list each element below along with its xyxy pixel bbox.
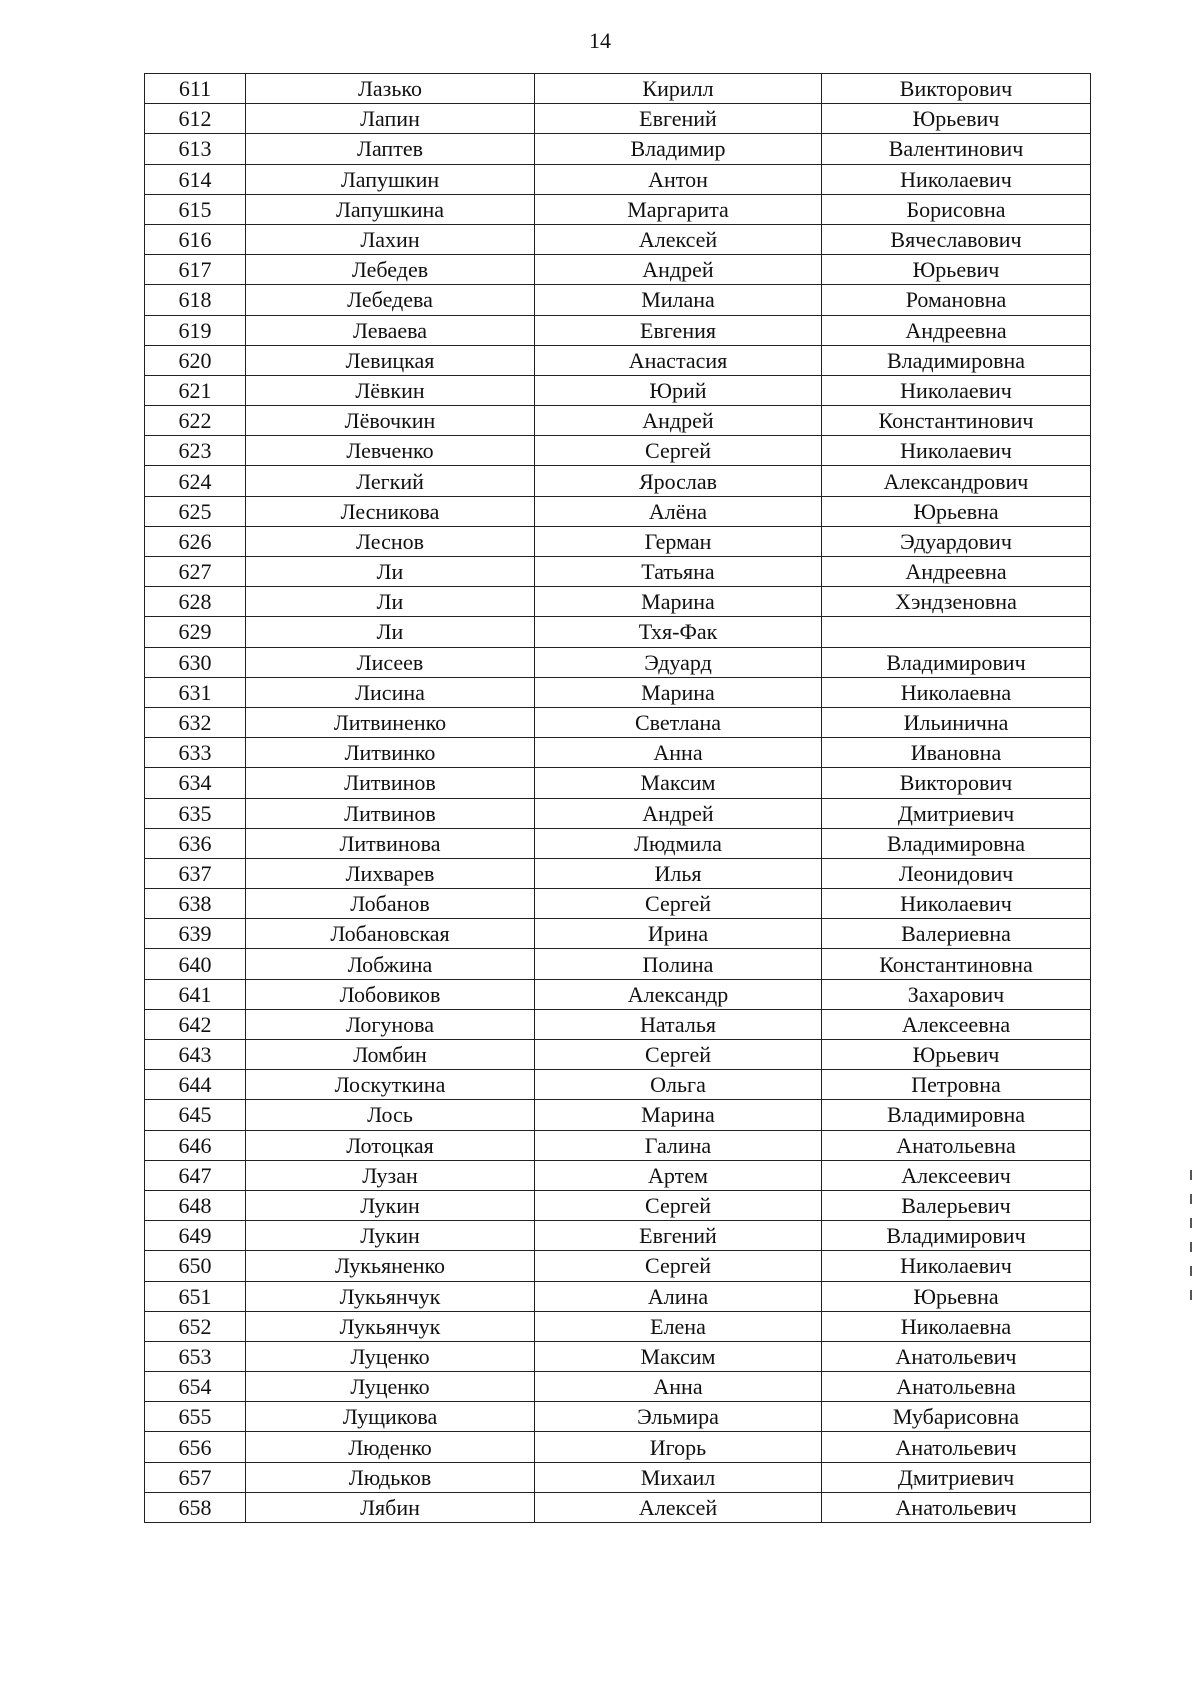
patronymic-cell: Леонидович [822, 858, 1091, 888]
patronymic-cell: Николаевич [822, 889, 1091, 919]
last-name-cell: Людьков [246, 1462, 535, 1492]
table-row [145, 1100, 1091, 1130]
table-row [145, 707, 1091, 737]
row-number-cell: 639 [145, 919, 246, 949]
last-name-cell: Лисеев [246, 647, 535, 677]
first-name-cell: Галина [535, 1130, 822, 1160]
table-row [145, 1492, 1091, 1522]
table-row [145, 1341, 1091, 1371]
last-name-cell: Лущикова [246, 1402, 535, 1432]
first-name-cell: Андрей [535, 798, 822, 828]
first-name-cell: Сергей [535, 1251, 822, 1281]
patronymic-cell: Владимировна [822, 828, 1091, 858]
first-name-cell: Антон [535, 164, 822, 194]
row-number-cell: 654 [145, 1372, 246, 1402]
patronymic-cell [822, 617, 1091, 647]
first-name-cell: Михаил [535, 1462, 822, 1492]
last-name-cell: Лапин [246, 104, 535, 134]
patronymic-cell: Анатольевич [822, 1432, 1091, 1462]
patronymic-cell: Константиновна [822, 949, 1091, 979]
table-row [145, 738, 1091, 768]
first-name-cell: Игорь [535, 1432, 822, 1462]
first-name-cell: Марина [535, 587, 822, 617]
first-name-cell: Марина [535, 677, 822, 707]
row-number-cell: 631 [145, 677, 246, 707]
row-number-cell: 645 [145, 1100, 246, 1130]
table-row [145, 194, 1091, 224]
last-name-cell: Левченко [246, 436, 535, 466]
patronymic-cell: Алексеевич [822, 1160, 1091, 1190]
table-row [145, 406, 1091, 436]
first-name-cell: Светлана [535, 707, 822, 737]
first-name-cell: Ирина [535, 919, 822, 949]
first-name-cell: Ольга [535, 1070, 822, 1100]
row-number-cell: 622 [145, 406, 246, 436]
table-row [145, 104, 1091, 134]
row-number-cell: 652 [145, 1311, 246, 1341]
first-name-cell: Юрий [535, 375, 822, 405]
last-name-cell: Ли [246, 557, 535, 587]
patronymic-cell: Хэндзеновна [822, 587, 1091, 617]
row-number-cell: 617 [145, 255, 246, 285]
first-name-cell: Андрей [535, 406, 822, 436]
row-number-cell: 612 [145, 104, 246, 134]
patronymic-cell: Дмитриевич [822, 798, 1091, 828]
first-name-cell: Владимир [535, 134, 822, 164]
row-number-cell: 615 [145, 194, 246, 224]
table-row [145, 164, 1091, 194]
table-row [145, 134, 1091, 164]
patronymic-cell: Юрьевич [822, 104, 1091, 134]
page-number: 14 [589, 28, 611, 53]
patronymic-cell: Николаевна [822, 677, 1091, 707]
patronymic-cell: Юрьевич [822, 1040, 1091, 1070]
patronymic-cell: Викторович [822, 74, 1091, 104]
table-row [145, 315, 1091, 345]
row-number-cell: 611 [145, 74, 246, 104]
row-number-cell: 627 [145, 557, 246, 587]
table-row [145, 1281, 1091, 1311]
table-row [145, 375, 1091, 405]
row-number-cell: 653 [145, 1341, 246, 1371]
table-row [145, 466, 1091, 496]
patronymic-cell: Эдуардович [822, 526, 1091, 556]
last-name-cell: Лоскуткина [246, 1070, 535, 1100]
last-name-cell: Лихварев [246, 858, 535, 888]
patronymic-cell: Анатольевич [822, 1341, 1091, 1371]
patronymic-cell: Владимирович [822, 647, 1091, 677]
last-name-cell: Люденко [246, 1432, 535, 1462]
row-number-cell: 650 [145, 1251, 246, 1281]
table-row [145, 1160, 1091, 1190]
patronymic-cell: Владимирович [822, 1221, 1091, 1251]
first-name-cell: Александр [535, 979, 822, 1009]
first-name-cell: Елена [535, 1311, 822, 1341]
last-name-cell: Лазько [246, 74, 535, 104]
first-name-cell: Наталья [535, 1009, 822, 1039]
row-number-cell: 625 [145, 496, 246, 526]
first-name-cell: Алёна [535, 496, 822, 526]
table-row [145, 526, 1091, 556]
last-name-cell: Логунова [246, 1009, 535, 1039]
last-name-cell: Ли [246, 587, 535, 617]
table-row [145, 436, 1091, 466]
patronymic-cell: Юрьевич [822, 255, 1091, 285]
row-number-cell: 635 [145, 798, 246, 828]
first-name-cell: Марина [535, 1100, 822, 1130]
table-row [145, 1402, 1091, 1432]
table-row [145, 768, 1091, 798]
table-row [145, 949, 1091, 979]
last-name-cell: Лебедев [246, 255, 535, 285]
patronymic-cell: Алексеевна [822, 1009, 1091, 1039]
last-name-cell: Лукьянчук [246, 1281, 535, 1311]
table-row [145, 345, 1091, 375]
last-name-cell: Лузан [246, 1160, 535, 1190]
table-row [145, 1070, 1091, 1100]
first-name-cell: Алексей [535, 1492, 822, 1522]
first-name-cell: Ярослав [535, 466, 822, 496]
first-name-cell: Максим [535, 768, 822, 798]
row-number-cell: 618 [145, 285, 246, 315]
row-number-cell: 647 [145, 1160, 246, 1190]
last-name-cell: Литвинов [246, 768, 535, 798]
patronymic-cell: Андреевна [822, 315, 1091, 345]
first-name-cell: Артем [535, 1160, 822, 1190]
last-name-cell: Лесникова [246, 496, 535, 526]
table-row [145, 1432, 1091, 1462]
table-row [145, 979, 1091, 1009]
patronymic-cell: Николаевич [822, 164, 1091, 194]
last-name-cell: Лёвочкин [246, 406, 535, 436]
last-name-cell: Лось [246, 1100, 535, 1130]
patronymic-cell: Александрович [822, 466, 1091, 496]
first-name-cell: Алексей [535, 224, 822, 254]
first-name-cell: Илья [535, 858, 822, 888]
patronymic-cell: Николаевич [822, 436, 1091, 466]
table-row [145, 1462, 1091, 1492]
last-name-cell: Лаптев [246, 134, 535, 164]
patronymic-cell: Вячеславович [822, 224, 1091, 254]
table-row [145, 858, 1091, 888]
table-row [145, 1130, 1091, 1160]
patronymic-cell: Юрьевна [822, 1281, 1091, 1311]
table-row [145, 74, 1091, 104]
row-number-cell: 641 [145, 979, 246, 1009]
last-name-cell: Луценко [246, 1341, 535, 1371]
row-number-cell: 656 [145, 1432, 246, 1462]
first-name-cell: Эдуард [535, 647, 822, 677]
last-name-cell: Ли [246, 617, 535, 647]
last-name-cell: Лобовиков [246, 979, 535, 1009]
first-name-cell: Евгений [535, 104, 822, 134]
row-number-cell: 655 [145, 1402, 246, 1432]
row-number-cell: 637 [145, 858, 246, 888]
patronymic-cell: Николаевна [822, 1311, 1091, 1341]
row-number-cell: 619 [145, 315, 246, 345]
patronymic-cell: Петровна [822, 1070, 1091, 1100]
row-number-cell: 651 [145, 1281, 246, 1311]
row-number-cell: 646 [145, 1130, 246, 1160]
last-name-cell: Лябин [246, 1492, 535, 1522]
patronymic-cell: Владимировна [822, 345, 1091, 375]
row-number-cell: 657 [145, 1462, 246, 1492]
last-name-cell: Лёвкин [246, 375, 535, 405]
last-name-cell: Лобжина [246, 949, 535, 979]
table-row [145, 1221, 1091, 1251]
table-row [145, 1311, 1091, 1341]
patronymic-cell: Мубарисовна [822, 1402, 1091, 1432]
patronymic-cell: Захарович [822, 979, 1091, 1009]
row-number-cell: 621 [145, 375, 246, 405]
table-row [145, 889, 1091, 919]
first-name-cell: Милана [535, 285, 822, 315]
first-name-cell: Сергей [535, 1040, 822, 1070]
table-row [145, 677, 1091, 707]
row-number-cell: 632 [145, 707, 246, 737]
row-number-cell: 630 [145, 647, 246, 677]
table-row [145, 1372, 1091, 1402]
last-name-cell: Литвинко [246, 738, 535, 768]
first-name-cell: Анна [535, 738, 822, 768]
table-row [145, 557, 1091, 587]
first-name-cell: Сергей [535, 889, 822, 919]
patronymic-cell: Валентинович [822, 134, 1091, 164]
table-row [145, 1251, 1091, 1281]
patronymic-cell: Борисовна [822, 194, 1091, 224]
patronymic-cell: Ивановна [822, 738, 1091, 768]
first-name-cell: Кирилл [535, 74, 822, 104]
table-row [145, 255, 1091, 285]
roster-table [144, 73, 1091, 1523]
patronymic-cell: Валерьевич [822, 1190, 1091, 1220]
first-name-cell: Эльмира [535, 1402, 822, 1432]
table-row [145, 224, 1091, 254]
row-number-cell: 620 [145, 345, 246, 375]
last-name-cell: Леснов [246, 526, 535, 556]
row-number-cell: 613 [145, 134, 246, 164]
patronymic-cell: Романовна [822, 285, 1091, 315]
table-row [145, 1040, 1091, 1070]
table-row [145, 798, 1091, 828]
first-name-cell: Анна [535, 1372, 822, 1402]
row-number-cell: 649 [145, 1221, 246, 1251]
table-row [145, 1009, 1091, 1039]
row-number-cell: 628 [145, 587, 246, 617]
row-number-cell: 638 [145, 889, 246, 919]
last-name-cell: Лахин [246, 224, 535, 254]
last-name-cell: Лисина [246, 677, 535, 707]
row-number-cell: 623 [145, 436, 246, 466]
table-row [145, 285, 1091, 315]
first-name-cell: Тхя-Фак [535, 617, 822, 647]
row-number-cell: 643 [145, 1040, 246, 1070]
first-name-cell: Сергей [535, 1190, 822, 1220]
patronymic-cell: Николаевич [822, 375, 1091, 405]
first-name-cell: Маргарита [535, 194, 822, 224]
last-name-cell: Лукьяненко [246, 1251, 535, 1281]
last-name-cell: Леваева [246, 315, 535, 345]
scan-edge-marks [1190, 1170, 1194, 1330]
last-name-cell: Лапушкин [246, 164, 535, 194]
table-row [145, 919, 1091, 949]
first-name-cell: Людмила [535, 828, 822, 858]
first-name-cell: Сергей [535, 436, 822, 466]
row-number-cell: 636 [145, 828, 246, 858]
last-name-cell: Литвинова [246, 828, 535, 858]
row-number-cell: 640 [145, 949, 246, 979]
patronymic-cell: Викторович [822, 768, 1091, 798]
last-name-cell: Ломбин [246, 1040, 535, 1070]
last-name-cell: Литвиненко [246, 707, 535, 737]
row-number-cell: 634 [145, 768, 246, 798]
last-name-cell: Литвинов [246, 798, 535, 828]
row-number-cell: 648 [145, 1190, 246, 1220]
patronymic-cell: Валериевна [822, 919, 1091, 949]
row-number-cell: 616 [145, 224, 246, 254]
patronymic-cell: Владимировна [822, 1100, 1091, 1130]
first-name-cell: Татьяна [535, 557, 822, 587]
last-name-cell: Лобановская [246, 919, 535, 949]
first-name-cell: Анастасия [535, 345, 822, 375]
patronymic-cell: Анатольевна [822, 1372, 1091, 1402]
table-row [145, 617, 1091, 647]
first-name-cell: Герман [535, 526, 822, 556]
first-name-cell: Максим [535, 1341, 822, 1371]
row-number-cell: 658 [145, 1492, 246, 1522]
last-name-cell: Лебедева [246, 285, 535, 315]
patronymic-cell: Анатольевич [822, 1492, 1091, 1522]
first-name-cell: Андрей [535, 255, 822, 285]
row-number-cell: 624 [145, 466, 246, 496]
row-number-cell: 626 [145, 526, 246, 556]
last-name-cell: Луценко [246, 1372, 535, 1402]
table-row [145, 587, 1091, 617]
patronymic-cell: Николаевич [822, 1251, 1091, 1281]
row-number-cell: 644 [145, 1070, 246, 1100]
row-number-cell: 633 [145, 738, 246, 768]
table-row [145, 828, 1091, 858]
last-name-cell: Лотоцкая [246, 1130, 535, 1160]
roster-body [145, 74, 1091, 1523]
row-number-cell: 629 [145, 617, 246, 647]
first-name-cell: Евгения [535, 315, 822, 345]
last-name-cell: Лукин [246, 1190, 535, 1220]
patronymic-cell: Ильинична [822, 707, 1091, 737]
last-name-cell: Легкий [246, 466, 535, 496]
last-name-cell: Лапушкина [246, 194, 535, 224]
first-name-cell: Евгений [535, 1221, 822, 1251]
last-name-cell: Лобанов [246, 889, 535, 919]
row-number-cell: 642 [145, 1009, 246, 1039]
last-name-cell: Лукин [246, 1221, 535, 1251]
first-name-cell: Алина [535, 1281, 822, 1311]
row-number-cell: 614 [145, 164, 246, 194]
patronymic-cell: Юрьевна [822, 496, 1091, 526]
patronymic-cell: Константинович [822, 406, 1091, 436]
table-row [145, 496, 1091, 526]
patronymic-cell: Дмитриевич [822, 1462, 1091, 1492]
table-row [145, 1190, 1091, 1220]
first-name-cell: Полина [535, 949, 822, 979]
patronymic-cell: Анатольевна [822, 1130, 1091, 1160]
table-row [145, 647, 1091, 677]
last-name-cell: Левицкая [246, 345, 535, 375]
patronymic-cell: Андреевна [822, 557, 1091, 587]
last-name-cell: Лукьянчук [246, 1311, 535, 1341]
